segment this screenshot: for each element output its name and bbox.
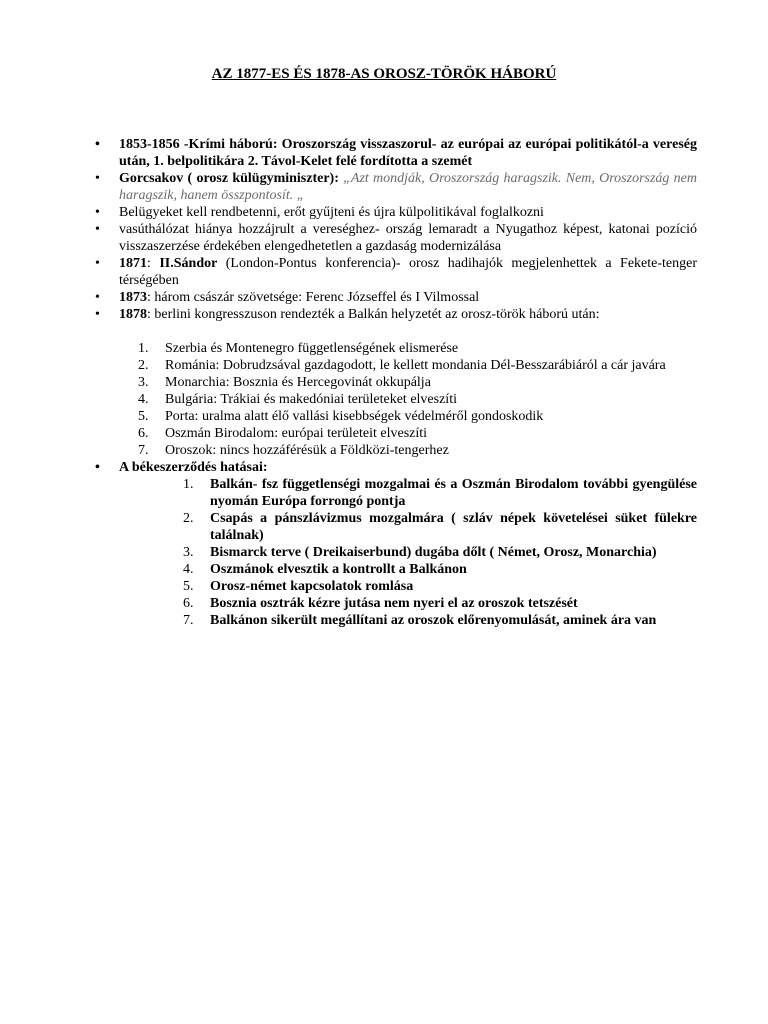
bullet-icon: • (95, 205, 100, 220)
bullet-icon: • (95, 290, 100, 305)
peace-effects-list (183, 476, 697, 629)
bullet-1873 (95, 289, 697, 306)
bullet-bold-text: 1873 (119, 290, 147, 305)
effects-heading: A békeszerződés hatásai: (119, 460, 268, 475)
list-item (138, 340, 697, 357)
list-number: 4. (138, 392, 149, 407)
list-number: 5. (138, 409, 149, 424)
gorcsakov-quote: „Azt mondják, Oroszország haragszik. Nem, Oroszország nem haragszik, hanem összpontosít. „ (119, 171, 697, 203)
list-number: 2. (183, 511, 194, 526)
bullet-icon: • (95, 460, 100, 475)
bullet-text: ( orosz külügyminiszter): (183, 171, 344, 186)
bullet-text: (London-Pontus konferencia)- orosz hadihajók megjelenhettek a Fekete-tenger térségében (119, 256, 698, 288)
list-item (138, 442, 697, 459)
list-item-text: Balkánon sikerült megállítani az oroszok előrenyomulását, aminek ára van (210, 613, 657, 628)
bullet-icon: • (95, 307, 100, 322)
list-item-text: Monarchia: Bosznia és Hercegovinát okkupálja (165, 375, 431, 390)
list-number: 5. (183, 579, 194, 594)
bullet-icon: • (95, 171, 100, 186)
list-item (183, 476, 697, 510)
bullet-gorcsakov (95, 170, 697, 204)
bullet-1871 (95, 255, 698, 289)
list-item (183, 578, 697, 595)
list-item-text: Orosz-német kapcsolatok romlása (210, 579, 414, 594)
bullet-icon: • (95, 222, 100, 237)
list-item-text: Bosznia osztrák kézre jutása nem nyeri el az oroszok tetszését (210, 596, 578, 611)
list-item (183, 510, 697, 544)
list-number: 3. (138, 375, 149, 390)
berlin-congress-list (138, 340, 697, 459)
list-item (138, 391, 697, 408)
list-item-text: Bismarck terve ( Dreikaiserbund) dugába dőlt ( Német, Orosz, Monarchia) (210, 545, 657, 560)
list-item (138, 425, 697, 442)
bullet-text: vasúthálózat hiánya hozzájrult a vereséghez- ország lemaradt a Nyugathoz képest, katonai pozíció visszaszerzése érdekében elengedhetetlen a gazdaság modernizálása (119, 222, 697, 254)
bullet-bold-text: 1871 (119, 256, 147, 271)
bullet-text: : berlini kongresszuson rendezték a Balkán helyzetét az orosz-török háború után: (147, 307, 600, 322)
list-number: 1. (138, 341, 149, 356)
bullet-bold-text-2: II.Sándor (159, 256, 218, 271)
list-item-text: Szerbia és Montenegro függetlenségének elismerése (165, 341, 459, 356)
bullet-crimean-war (95, 136, 697, 170)
bullet-icon: • (95, 137, 100, 152)
list-item-text: Porta: uralma alatt élő vallási kisebbségek védelméről gondoskodik (165, 409, 544, 424)
bullet-text: 1853-1856 -Krími háború: Oroszország visszaszorul- az európai az európai politikától-a vereség után, 1. belpolitikára 2. Távol-Kelet felé fordította a szemét (119, 137, 697, 169)
bullet-railway (95, 221, 697, 255)
bullet-bold-text: Gorcsakov (119, 171, 184, 186)
bullet-internal-affairs (95, 204, 697, 221)
list-item-text: Románia: Dobrudzsával gazdagodott, le kellett mondania Dél-Besszarábiáról a cár javára (165, 358, 666, 373)
list-number: 2. (138, 358, 149, 373)
list-number: 6. (138, 426, 149, 441)
bullet-effects-heading (95, 459, 697, 476)
list-number: 6. (183, 596, 194, 611)
list-item (183, 544, 697, 561)
list-number: 1. (183, 477, 194, 492)
bullet-text: : három császár szövetsége: Ferenc Józseffel és I Vilmossal (147, 290, 480, 305)
bullet-bold-text: 1878 (119, 307, 147, 322)
list-item (138, 374, 697, 391)
list-item (183, 561, 697, 578)
list-number: 4. (183, 562, 194, 577)
list-number: 7. (138, 443, 149, 458)
list-item-text: Csapás a pánszlávizmus mozgalmára ( szláv népek követelései süket fülekre találnak) (210, 511, 697, 543)
bullet-text: Belügyeket kell rendbetenni, erőt gyűjteni és újra külpolitikával foglalkozni (119, 205, 544, 220)
list-number: 7. (183, 613, 194, 628)
list-item-text: Bulgária: Trákiai és makedóniai területeket elveszíti (165, 392, 457, 407)
bullet-icon: • (95, 256, 100, 271)
list-item (183, 612, 697, 629)
document-body (95, 136, 698, 629)
page-title: AZ 1877-ES ÉS 1878-AS OROSZ-TÖRÖK HÁBORÚ (211, 66, 557, 82)
list-item-text: Oroszok: nincs hozzáférésük a Földközi-tengerhez (165, 443, 449, 458)
list-item-text: Oszmán Birodalom: európai területeit elveszíti (165, 426, 428, 441)
list-item-text: Oszmánok elvesztik a kontrollt a Balkánon (210, 562, 467, 577)
list-item-text: Balkán- fsz függetlenségi mozgalmai és a Oszmán Birodalom további gyengülése nyomán Európa forrongó pontja (210, 477, 697, 509)
list-number: 3. (183, 545, 194, 560)
bullet-separator: : (147, 256, 160, 271)
bullet-1878 (95, 306, 697, 323)
list-item (138, 408, 697, 425)
list-item (183, 595, 697, 612)
list-item (138, 357, 697, 374)
